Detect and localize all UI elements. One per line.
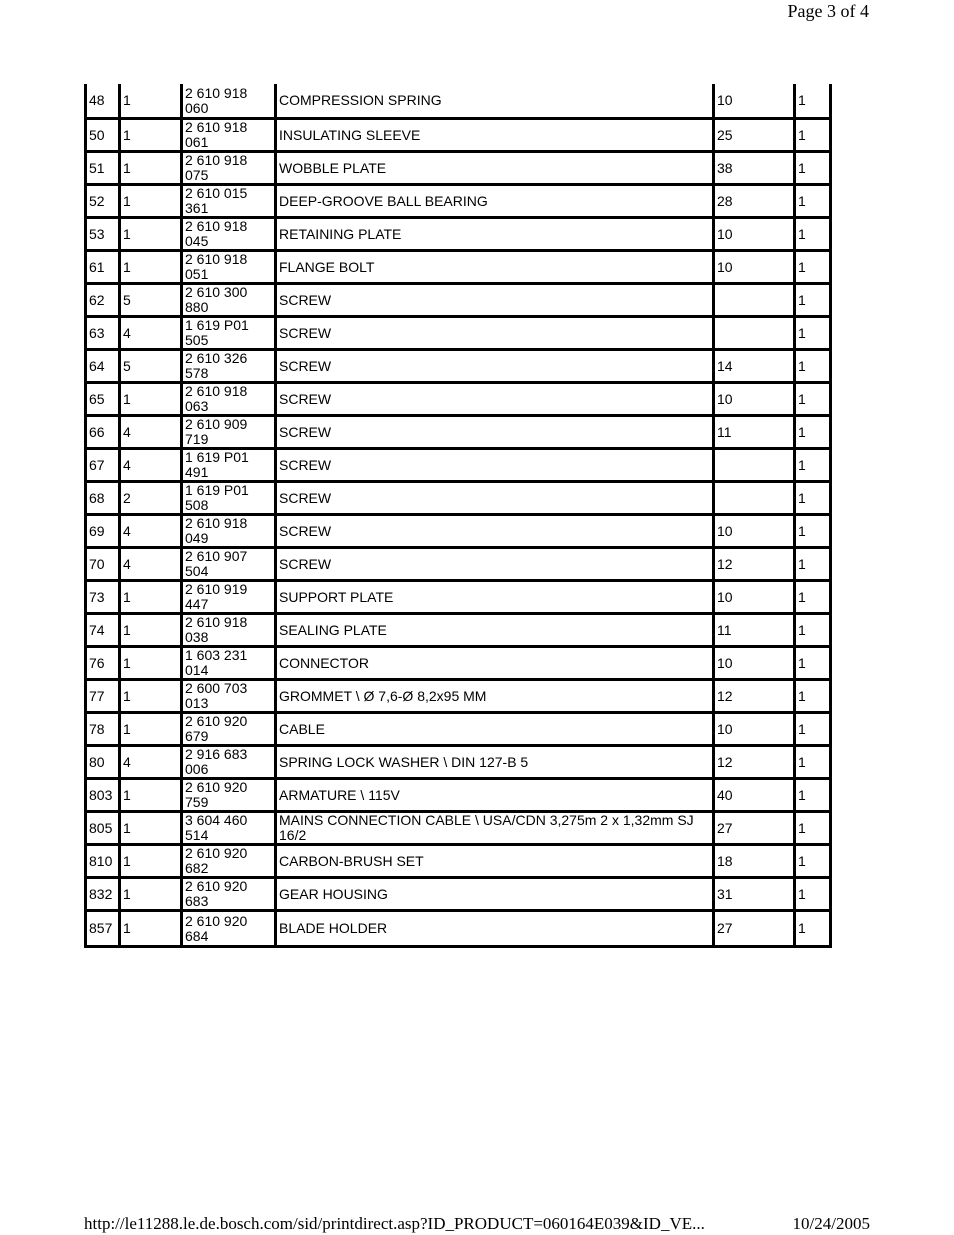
part-number-line-2: 006	[185, 761, 209, 777]
count-cell: 1	[793, 879, 832, 912]
part-number-line-1: 2 916 683	[185, 747, 248, 762]
value-cell	[712, 450, 793, 483]
value-cell: 28	[712, 186, 793, 219]
value-cell: 10	[712, 516, 793, 549]
quantity-cell: 4	[118, 318, 180, 351]
description-cell: SCREW	[274, 351, 712, 384]
description-cell: SUPPORT PLATE	[274, 582, 712, 615]
position-cell: 857	[84, 912, 118, 945]
part-number-cell	[180, 351, 274, 384]
count-cell: 1	[793, 219, 832, 252]
position-cell: 65	[84, 384, 118, 417]
table-row	[84, 582, 832, 615]
value-cell: 18	[712, 846, 793, 879]
description-cell: MAINS CONNECTION CABLE \ USA/CDN 3,275m 2 x 1,32mm SJ 16/2	[274, 813, 712, 846]
count-cell: 1	[793, 681, 832, 714]
value-cell: 10	[712, 384, 793, 417]
part-number-line-2: 014	[185, 662, 209, 678]
position-cell: 70	[84, 549, 118, 582]
count-cell: 1	[793, 351, 832, 384]
page-number: Page 3 of 4	[787, 1, 869, 21]
position-cell: 50	[84, 120, 118, 153]
part-number-cell	[180, 153, 274, 186]
position-cell: 803	[84, 780, 118, 813]
position-cell: 80	[84, 747, 118, 780]
description-cell: CONNECTOR	[274, 648, 712, 681]
count-cell: 1	[793, 120, 832, 153]
count-cell: 1	[793, 582, 832, 615]
description-cell: SCREW	[274, 285, 712, 318]
part-number-cell	[180, 648, 274, 681]
description-cell: SPRING LOCK WASHER \ DIN 127-B 5	[274, 747, 712, 780]
part-number-line-1: 2 610 918	[185, 153, 248, 168]
part-number-cell	[180, 516, 274, 549]
part-number-line-1: 2 610 909	[185, 417, 248, 432]
part-number-line-1: 1 619 P01	[185, 483, 249, 498]
part-number-line-2: 045	[185, 233, 209, 249]
part-number-cell	[180, 417, 274, 450]
table-row	[84, 648, 832, 681]
table-row	[84, 450, 832, 483]
count-cell: 1	[793, 648, 832, 681]
quantity-cell: 1	[118, 120, 180, 153]
value-cell: 12	[712, 681, 793, 714]
count-cell: 1	[793, 615, 832, 648]
value-cell: 10	[712, 714, 793, 747]
quantity-cell: 1	[118, 780, 180, 813]
count-cell: 1	[793, 846, 832, 879]
part-number-line-2: 013	[185, 695, 209, 711]
position-cell: 73	[84, 582, 118, 615]
quantity-cell: 1	[118, 879, 180, 912]
part-number-line-2: 361	[185, 200, 209, 216]
quantity-cell: 1	[118, 813, 180, 846]
part-number-line-2: 578	[185, 365, 209, 381]
count-cell: 1	[793, 318, 832, 351]
part-number-cell	[180, 912, 274, 945]
part-number-line-2: 491	[185, 464, 209, 480]
value-cell: 14	[712, 351, 793, 384]
count-cell: 1	[793, 252, 832, 285]
part-number-line-2: 038	[185, 629, 209, 645]
quantity-cell: 1	[118, 615, 180, 648]
parts-table-body	[84, 84, 832, 945]
table-row	[84, 549, 832, 582]
footer-url: http://le11288.le.de.bosch.com/sid/printdirect.asp?ID_PRODUCT=060164E039&ID_VE...	[84, 1214, 705, 1233]
position-cell: 51	[84, 153, 118, 186]
parts-table	[84, 84, 832, 948]
description-cell: SCREW	[274, 417, 712, 450]
part-number-cell	[180, 549, 274, 582]
part-number-line-1: 2 610 918	[185, 219, 248, 234]
part-number-cell	[180, 681, 274, 714]
description-cell: SCREW	[274, 318, 712, 351]
position-cell: 52	[84, 186, 118, 219]
position-cell: 64	[84, 351, 118, 384]
position-cell: 61	[84, 252, 118, 285]
part-number-line-2: 075	[185, 167, 209, 183]
table-row	[84, 318, 832, 351]
part-number-line-2: 719	[185, 431, 209, 447]
part-number-line-1: 2 610 919	[185, 582, 248, 597]
part-number-line-1: 2 600 703	[185, 681, 248, 696]
quantity-cell: 5	[118, 285, 180, 318]
count-cell: 1	[793, 516, 832, 549]
part-number-line-2: 447	[185, 596, 209, 612]
count-cell: 1	[793, 450, 832, 483]
count-cell: 1	[793, 483, 832, 516]
table-row	[84, 252, 832, 285]
part-number-line-1: 2 610 907	[185, 549, 248, 564]
value-cell: 12	[712, 747, 793, 780]
count-cell: 1	[793, 813, 832, 846]
description-cell: SEALING PLATE	[274, 615, 712, 648]
part-number-line-2: 514	[185, 827, 209, 843]
quantity-cell: 2	[118, 483, 180, 516]
table-row	[84, 780, 832, 813]
part-number-cell	[180, 846, 274, 879]
value-cell: 38	[712, 153, 793, 186]
part-number-line-2: 880	[185, 299, 209, 315]
part-number-line-1: 2 610 918	[185, 252, 248, 267]
part-number-line-2: 049	[185, 530, 209, 546]
part-number-line-2: 759	[185, 794, 209, 810]
part-number-line-2: 051	[185, 266, 209, 282]
description-cell: INSULATING SLEEVE	[274, 120, 712, 153]
quantity-cell: 1	[118, 681, 180, 714]
table-row	[84, 912, 832, 945]
count-cell: 1	[793, 549, 832, 582]
value-cell: 27	[712, 813, 793, 846]
description-cell: SCREW	[274, 450, 712, 483]
description-cell: SCREW	[274, 483, 712, 516]
part-number-cell	[180, 813, 274, 846]
value-cell: 10	[712, 582, 793, 615]
part-number-cell	[180, 879, 274, 912]
quantity-cell: 4	[118, 549, 180, 582]
count-cell: 1	[793, 747, 832, 780]
quantity-cell: 1	[118, 186, 180, 219]
part-number-line-1: 2 610 918	[185, 615, 248, 630]
quantity-cell: 1	[118, 912, 180, 945]
part-number-cell	[180, 120, 274, 153]
part-number-cell	[180, 780, 274, 813]
part-number-line-2: 682	[185, 860, 209, 876]
table-row	[84, 516, 832, 549]
part-number-line-2: 061	[185, 134, 209, 150]
table-row	[84, 714, 832, 747]
position-cell: 67	[84, 450, 118, 483]
quantity-cell: 1	[118, 153, 180, 186]
description-cell: FLANGE BOLT	[274, 252, 712, 285]
part-number-line-2: 060	[185, 99, 209, 116]
quantity-cell: 1	[118, 384, 180, 417]
part-number-cell	[180, 84, 274, 120]
part-number-line-1: 2 610 920	[185, 714, 248, 729]
quantity-cell: 4	[118, 417, 180, 450]
table-row	[84, 879, 832, 912]
quantity-cell: 1	[118, 252, 180, 285]
position-cell: 77	[84, 681, 118, 714]
table-row	[84, 219, 832, 252]
description-cell: CARBON-BRUSH SET	[274, 846, 712, 879]
description-cell: WOBBLE PLATE	[274, 153, 712, 186]
description-cell: SCREW	[274, 516, 712, 549]
count-cell: 1	[793, 153, 832, 186]
description-cell: SCREW	[274, 384, 712, 417]
part-number-cell	[180, 747, 274, 780]
part-number-line-2: 505	[185, 332, 209, 348]
quantity-cell: 1	[118, 219, 180, 252]
value-cell	[712, 285, 793, 318]
table-row	[84, 351, 832, 384]
part-number-cell	[180, 582, 274, 615]
part-number-cell	[180, 285, 274, 318]
footer-date: 10/24/2005	[792, 1214, 870, 1233]
part-number-line-2: 683	[185, 893, 209, 909]
description-cell: COMPRESSION SPRING	[274, 84, 712, 120]
quantity-cell: 5	[118, 351, 180, 384]
part-number-line-1: 1 603 231	[185, 648, 248, 663]
part-number-line-2: 684	[185, 927, 209, 944]
part-number-line-1: 1 619 P01	[185, 318, 249, 333]
part-number-line-1: 2 610 326	[185, 351, 248, 366]
description-cell: DEEP-GROOVE BALL BEARING	[274, 186, 712, 219]
position-cell: 68	[84, 483, 118, 516]
description-cell: SCREW	[274, 549, 712, 582]
part-number-line-1: 1 619 P01	[185, 450, 249, 465]
position-cell: 76	[84, 648, 118, 681]
count-cell: 1	[793, 912, 832, 945]
table-row	[84, 681, 832, 714]
table-row	[84, 384, 832, 417]
part-number-cell	[180, 714, 274, 747]
position-cell: 69	[84, 516, 118, 549]
value-cell: 10	[712, 219, 793, 252]
value-cell: 31	[712, 879, 793, 912]
part-number-cell	[180, 186, 274, 219]
part-number-cell	[180, 483, 274, 516]
part-number-line-1: 2 610 918	[185, 516, 248, 531]
count-cell: 1	[793, 384, 832, 417]
part-number-cell	[180, 615, 274, 648]
quantity-cell: 1	[118, 846, 180, 879]
part-number-cell	[180, 318, 274, 351]
part-number-cell	[180, 219, 274, 252]
description-cell: GEAR HOUSING	[274, 879, 712, 912]
value-cell: 40	[712, 780, 793, 813]
part-number-line-1: 2 610 918	[185, 84, 248, 101]
value-cell: 12	[712, 549, 793, 582]
table-row	[84, 747, 832, 780]
position-cell: 53	[84, 219, 118, 252]
part-number-cell	[180, 450, 274, 483]
part-number-line-1: 2 610 920	[185, 879, 248, 894]
table-row	[84, 615, 832, 648]
position-cell: 66	[84, 417, 118, 450]
table-row	[84, 483, 832, 516]
part-number-line-1: 2 610 918	[185, 384, 248, 399]
value-cell	[712, 483, 793, 516]
quantity-cell: 1	[118, 582, 180, 615]
position-cell: 63	[84, 318, 118, 351]
part-number-line-1: 2 610 918	[185, 120, 248, 135]
quantity-cell: 1	[118, 84, 180, 120]
part-number-line-2: 063	[185, 398, 209, 414]
table-row	[84, 846, 832, 879]
table-row	[84, 120, 832, 153]
table-row	[84, 417, 832, 450]
count-cell: 1	[793, 84, 832, 120]
value-cell	[712, 318, 793, 351]
position-cell: 48	[84, 84, 118, 120]
description-cell: ARMATURE \ 115V	[274, 780, 712, 813]
quantity-cell: 4	[118, 516, 180, 549]
part-number-line-2: 508	[185, 497, 209, 513]
position-cell: 810	[84, 846, 118, 879]
quantity-cell: 4	[118, 450, 180, 483]
position-cell: 805	[84, 813, 118, 846]
description-cell: CABLE	[274, 714, 712, 747]
value-cell: 10	[712, 84, 793, 120]
part-number-line-2: 504	[185, 563, 209, 579]
count-cell: 1	[793, 714, 832, 747]
description-cell: GROMMET \ Ø 7,6-Ø 8,2x95 MM	[274, 681, 712, 714]
value-cell: 10	[712, 252, 793, 285]
value-cell: 25	[712, 120, 793, 153]
part-number-cell	[180, 252, 274, 285]
position-cell: 74	[84, 615, 118, 648]
description-cell: BLADE HOLDER	[274, 912, 712, 945]
part-number-line-1: 3 604 460	[185, 813, 248, 828]
description-cell: RETAINING PLATE	[274, 219, 712, 252]
position-cell: 62	[84, 285, 118, 318]
table-row	[84, 153, 832, 186]
count-cell: 1	[793, 417, 832, 450]
value-cell: 27	[712, 912, 793, 945]
table-row	[84, 813, 832, 846]
part-number-line-2: 679	[185, 728, 209, 744]
position-cell: 78	[84, 714, 118, 747]
part-number-cell	[180, 384, 274, 417]
count-cell: 1	[793, 285, 832, 318]
quantity-cell: 1	[118, 648, 180, 681]
value-cell: 11	[712, 615, 793, 648]
part-number-line-1: 2 610 300	[185, 285, 248, 300]
quantity-cell: 1	[118, 714, 180, 747]
value-cell: 11	[712, 417, 793, 450]
value-cell: 10	[712, 648, 793, 681]
part-number-line-1: 2 610 920	[185, 780, 248, 795]
page-footer	[84, 1214, 870, 1234]
quantity-cell: 4	[118, 747, 180, 780]
table-row	[84, 186, 832, 219]
part-number-line-1: 2 610 920	[185, 912, 248, 929]
count-cell: 1	[793, 186, 832, 219]
part-number-line-1: 2 610 015	[185, 186, 248, 201]
table-row	[84, 285, 832, 318]
position-cell: 832	[84, 879, 118, 912]
part-number-line-1: 2 610 920	[185, 846, 248, 861]
count-cell: 1	[793, 780, 832, 813]
table-row	[84, 84, 832, 120]
